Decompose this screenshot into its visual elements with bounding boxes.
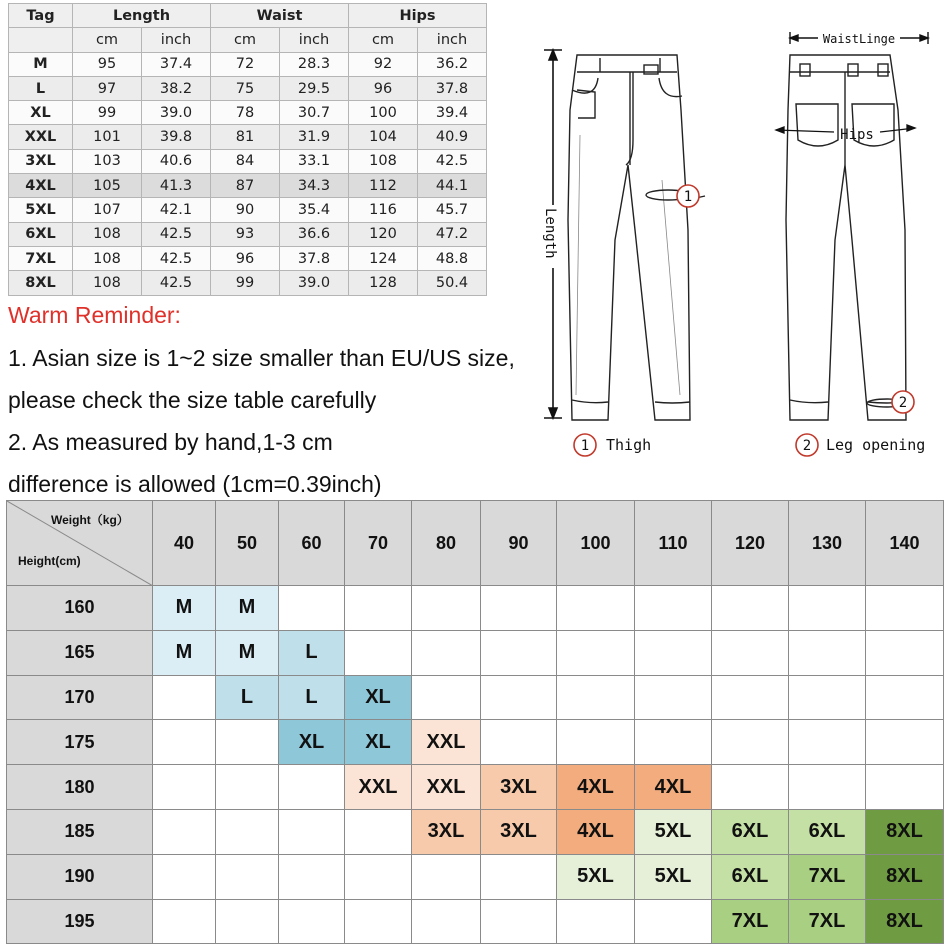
back-pants-drawing: [786, 55, 906, 420]
size-recommendation-cell: [866, 586, 944, 631]
size-value-cell: 50.4: [418, 271, 487, 295]
height-row: [7, 630, 944, 675]
size-row: [9, 222, 487, 246]
size-value-cell: 120: [349, 222, 418, 246]
size-value-cell: 36.2: [418, 52, 487, 76]
height-header-cell: 190: [7, 854, 153, 899]
size-value-cell: 124: [349, 246, 418, 270]
size-tag-cell: 6XL: [9, 222, 73, 246]
size-recommendation-cell: [216, 765, 279, 810]
size-recommendation-cell: [635, 675, 712, 720]
height-row: [7, 809, 944, 854]
height-header-cell: 185: [7, 809, 153, 854]
size-value-cell: 39.8: [142, 125, 211, 149]
size-recommendation-cell: 7XL: [789, 854, 866, 899]
legend-thigh-label: Thigh: [606, 436, 652, 454]
size-value-cell: 93: [211, 222, 280, 246]
size-recommendation-cell: M: [216, 630, 279, 675]
size-value-cell: 36.6: [280, 222, 349, 246]
size-recommendation-cell: M: [153, 586, 216, 631]
size-value-cell: 39.4: [418, 101, 487, 125]
size-value-cell: 99: [73, 101, 142, 125]
length-header: Length: [73, 4, 211, 28]
legend-leg-label: Leg opening: [826, 436, 926, 454]
size-value-cell: 84: [211, 149, 280, 173]
size-recommendation-cell: [153, 899, 216, 944]
height-row: [7, 720, 944, 765]
size-recommendation-cell: [279, 586, 345, 631]
size-recommendation-cell: XL: [345, 675, 412, 720]
unit-cell: inch: [142, 28, 211, 52]
size-value-cell: 39.0: [280, 271, 349, 295]
size-value-cell: 72: [211, 52, 280, 76]
size-value-cell: 33.1: [280, 149, 349, 173]
weight-header-cell: 60: [279, 501, 345, 586]
waist-label: WaistLinge: [822, 32, 896, 46]
waist-header: Waist: [211, 4, 349, 28]
size-recommendation-cell: [712, 765, 789, 810]
size-recommendation-cell: [712, 586, 789, 631]
size-recommendation-cell: 5XL: [635, 854, 712, 899]
size-value-cell: 128: [349, 271, 418, 295]
size-value-cell: 45.7: [418, 198, 487, 222]
size-tag-cell: L: [9, 76, 73, 100]
size-value-cell: 42.5: [142, 246, 211, 270]
size-recommendation-cell: 8XL: [866, 899, 944, 944]
size-recommendation-cell: [635, 899, 712, 944]
size-recommendation-cell: [712, 630, 789, 675]
size-tag-cell: M: [9, 52, 73, 76]
size-row: [9, 246, 487, 270]
size-value-cell: 95: [73, 52, 142, 76]
size-recommendation-cell: 8XL: [866, 854, 944, 899]
size-recommendation-cell: XL: [279, 720, 345, 765]
height-header-cell: 160: [7, 586, 153, 631]
weight-header-cell: 130: [789, 501, 866, 586]
size-recommendation-cell: [866, 675, 944, 720]
size-recommendation-cell: [789, 765, 866, 810]
weight-header-row: [7, 501, 944, 586]
size-recommendation-cell: 8XL: [866, 809, 944, 854]
size-recommendation-cell: [635, 630, 712, 675]
size-tag-cell: 8XL: [9, 271, 73, 295]
size-recommendation-cell: 3XL: [481, 809, 557, 854]
size-recommendation-cell: [481, 899, 557, 944]
size-recommendation-cell: [279, 854, 345, 899]
size-value-cell: 108: [73, 271, 142, 295]
size-recommendation-cell: XXL: [412, 765, 481, 810]
size-recommendation-cell: [345, 630, 412, 675]
size-row: [9, 125, 487, 149]
size-recommendation-cell: [866, 630, 944, 675]
size-recommendation-cell: [153, 765, 216, 810]
size-value-cell: 30.7: [280, 101, 349, 125]
size-recommendation-cell: 7XL: [712, 899, 789, 944]
size-recommendation-cell: [789, 720, 866, 765]
size-recommendation-cell: [345, 809, 412, 854]
size-tag-cell: 7XL: [9, 246, 73, 270]
reminder-line-1: 1. Asian size is 1~2 size smaller than EU/US size,: [8, 345, 515, 371]
size-recommendation-cell: [712, 720, 789, 765]
size-recommendation-cell: [412, 854, 481, 899]
weight-header-cell: 70: [345, 501, 412, 586]
size-recommendation-cell: [279, 809, 345, 854]
size-value-cell: 75: [211, 76, 280, 100]
weight-header-cell: 110: [635, 501, 712, 586]
size-row: [9, 76, 487, 100]
size-recommendation-cell: XL: [345, 720, 412, 765]
size-tag-cell: XL: [9, 101, 73, 125]
weight-header-cell: 90: [481, 501, 557, 586]
size-row: [9, 52, 487, 76]
reminder-line-3: 2. As measured by hand,1-3 cm: [8, 429, 333, 455]
size-row: [9, 101, 487, 125]
legend-thigh-number: 1: [580, 438, 590, 454]
size-recommendation-cell: [789, 630, 866, 675]
size-table-header-row: [9, 4, 487, 28]
size-recommendation-cell: 5XL: [557, 854, 635, 899]
unit-cell: cm: [349, 28, 418, 52]
weight-header-cell: 100: [557, 501, 635, 586]
size-recommendation-cell: [216, 809, 279, 854]
size-value-cell: 42.5: [142, 222, 211, 246]
height-header-cell: 180: [7, 765, 153, 810]
size-recommendation-cell: L: [279, 675, 345, 720]
pants-measurement-diagram: [535, 25, 945, 465]
size-chart-table: [8, 3, 487, 296]
size-value-cell: 42.5: [418, 149, 487, 173]
leg-number: 2: [898, 395, 908, 411]
unit-header-row: [9, 28, 487, 52]
height-row: [7, 586, 944, 631]
size-recommendation-cell: [557, 720, 635, 765]
size-value-cell: 108: [349, 149, 418, 173]
size-value-cell: 37.8: [280, 246, 349, 270]
unit-cell: inch: [418, 28, 487, 52]
size-value-cell: 35.4: [280, 198, 349, 222]
size-recommendation-cell: [481, 675, 557, 720]
size-value-cell: 112: [349, 174, 418, 198]
size-value-cell: 92: [349, 52, 418, 76]
height-header-cell: 175: [7, 720, 153, 765]
size-value-cell: 108: [73, 246, 142, 270]
size-value-cell: 107: [73, 198, 142, 222]
height-row: [7, 675, 944, 720]
size-value-cell: 116: [349, 198, 418, 222]
unit-cell: inch: [280, 28, 349, 52]
size-value-cell: 108: [73, 222, 142, 246]
size-recommendation-cell: M: [153, 630, 216, 675]
size-value-cell: 97: [73, 76, 142, 100]
warm-reminder-title: Warm Reminder:: [8, 302, 181, 328]
weight-header-cell: 80: [412, 501, 481, 586]
size-value-cell: 48.8: [418, 246, 487, 270]
size-value-cell: 34.3: [280, 174, 349, 198]
reminder-line-4: difference is allowed (1cm=0.39inch): [8, 471, 382, 497]
corner-header-cell: [7, 501, 153, 586]
unit-cell: cm: [211, 28, 280, 52]
size-row: [9, 149, 487, 173]
size-recommendation-cell: [216, 720, 279, 765]
size-tag-cell: 4XL: [9, 174, 73, 198]
size-recommendation-cell: [345, 854, 412, 899]
size-recommendation-cell: 3XL: [481, 765, 557, 810]
height-row: [7, 765, 944, 810]
size-row: [9, 198, 487, 222]
size-value-cell: 44.1: [418, 174, 487, 198]
weight-axis-label: Weight（kg）: [51, 513, 129, 527]
tag-header: Tag: [9, 4, 73, 28]
size-recommendation-cell: [345, 899, 412, 944]
weight-header-cell: 120: [712, 501, 789, 586]
size-value-cell: 37.8: [418, 76, 487, 100]
size-recommendation-cell: [153, 675, 216, 720]
size-value-cell: 31.9: [280, 125, 349, 149]
size-recommendation-cell: [481, 720, 557, 765]
size-recommendation-cell: [557, 586, 635, 631]
height-row: [7, 854, 944, 899]
height-header-cell: 195: [7, 899, 153, 944]
height-axis-label: Height(cm): [18, 554, 81, 568]
size-recommendation-cell: XXL: [345, 765, 412, 810]
front-pants-drawing: [568, 55, 693, 420]
height-row: [7, 899, 944, 944]
size-recommendation-cell: [481, 854, 557, 899]
size-value-cell: 87: [211, 174, 280, 198]
size-value-cell: 39.0: [142, 101, 211, 125]
diagram-legend: [574, 434, 925, 456]
size-recommendation-cell: [412, 630, 481, 675]
size-value-cell: 37.4: [142, 52, 211, 76]
size-value-cell: 96: [211, 246, 280, 270]
size-value-cell: 40.6: [142, 149, 211, 173]
size-recommendation-cell: [216, 899, 279, 944]
size-recommendation-cell: 6XL: [712, 854, 789, 899]
size-recommendation-cell: L: [216, 675, 279, 720]
size-recommendation-cell: XXL: [412, 720, 481, 765]
size-value-cell: 40.9: [418, 125, 487, 149]
size-tag-cell: XXL: [9, 125, 73, 149]
size-recommendation-cell: [481, 586, 557, 631]
weight-header-cell: 40: [153, 501, 216, 586]
weight-header-cell: 140: [866, 501, 944, 586]
size-value-cell: 47.2: [418, 222, 487, 246]
size-value-cell: 96: [349, 76, 418, 100]
size-recommendation-cell: [153, 720, 216, 765]
size-value-cell: 28.3: [280, 52, 349, 76]
size-recommendation-cell: 6XL: [789, 809, 866, 854]
legend-leg-number: 2: [802, 438, 812, 454]
size-recommendation-cell: 3XL: [412, 809, 481, 854]
size-value-cell: 105: [73, 174, 142, 198]
size-value-cell: 90: [211, 198, 280, 222]
size-value-cell: 99: [211, 271, 280, 295]
weight-height-size-grid: [6, 500, 944, 944]
height-header-cell: 165: [7, 630, 153, 675]
size-value-cell: 100: [349, 101, 418, 125]
size-recommendation-cell: [412, 899, 481, 944]
size-value-cell: 81: [211, 125, 280, 149]
size-recommendation-cell: [481, 630, 557, 675]
size-recommendation-cell: 4XL: [557, 809, 635, 854]
size-recommendation-cell: [557, 630, 635, 675]
size-value-cell: 103: [73, 149, 142, 173]
size-recommendation-cell: L: [279, 630, 345, 675]
size-recommendation-cell: [153, 854, 216, 899]
weight-header-cell: 50: [216, 501, 279, 586]
size-recommendation-cell: M: [216, 586, 279, 631]
height-header-cell: 170: [7, 675, 153, 720]
size-value-cell: 101: [73, 125, 142, 149]
size-tag-cell: 3XL: [9, 149, 73, 173]
size-recommendation-cell: [789, 675, 866, 720]
unit-cell: cm: [73, 28, 142, 52]
size-value-cell: 42.5: [142, 271, 211, 295]
unit-blank: [9, 28, 73, 52]
size-recommendation-cell: [216, 854, 279, 899]
thigh-number: 1: [683, 189, 693, 205]
size-recommendation-cell: [279, 899, 345, 944]
size-value-cell: 29.5: [280, 76, 349, 100]
size-recommendation-cell: [557, 675, 635, 720]
length-label: Length: [542, 208, 558, 259]
size-value-cell: 42.1: [142, 198, 211, 222]
size-recommendation-cell: 6XL: [712, 809, 789, 854]
size-value-cell: 104: [349, 125, 418, 149]
size-recommendation-cell: 4XL: [635, 765, 712, 810]
size-recommendation-cell: [635, 586, 712, 631]
size-recommendation-cell: 5XL: [635, 809, 712, 854]
size-recommendation-cell: 7XL: [789, 899, 866, 944]
hips-header: Hips: [349, 4, 487, 28]
size-tag-cell: 5XL: [9, 198, 73, 222]
size-recommendation-cell: [279, 765, 345, 810]
size-row: [9, 271, 487, 295]
size-recommendation-cell: 4XL: [557, 765, 635, 810]
size-recommendation-cell: [345, 586, 412, 631]
size-recommendation-cell: [635, 720, 712, 765]
size-recommendation-cell: [153, 809, 216, 854]
size-recommendation-cell: [412, 675, 481, 720]
size-recommendation-cell: [789, 586, 866, 631]
size-recommendation-cell: [866, 765, 944, 810]
size-row: [9, 174, 487, 198]
size-value-cell: 41.3: [142, 174, 211, 198]
reminder-line-2: please check the size table carefully: [8, 387, 377, 413]
size-value-cell: 78: [211, 101, 280, 125]
size-value-cell: 38.2: [142, 76, 211, 100]
size-recommendation-cell: [866, 720, 944, 765]
hips-label: Hips: [840, 127, 874, 143]
size-recommendation-cell: [712, 675, 789, 720]
size-recommendation-cell: [412, 586, 481, 631]
size-recommendation-cell: [557, 899, 635, 944]
